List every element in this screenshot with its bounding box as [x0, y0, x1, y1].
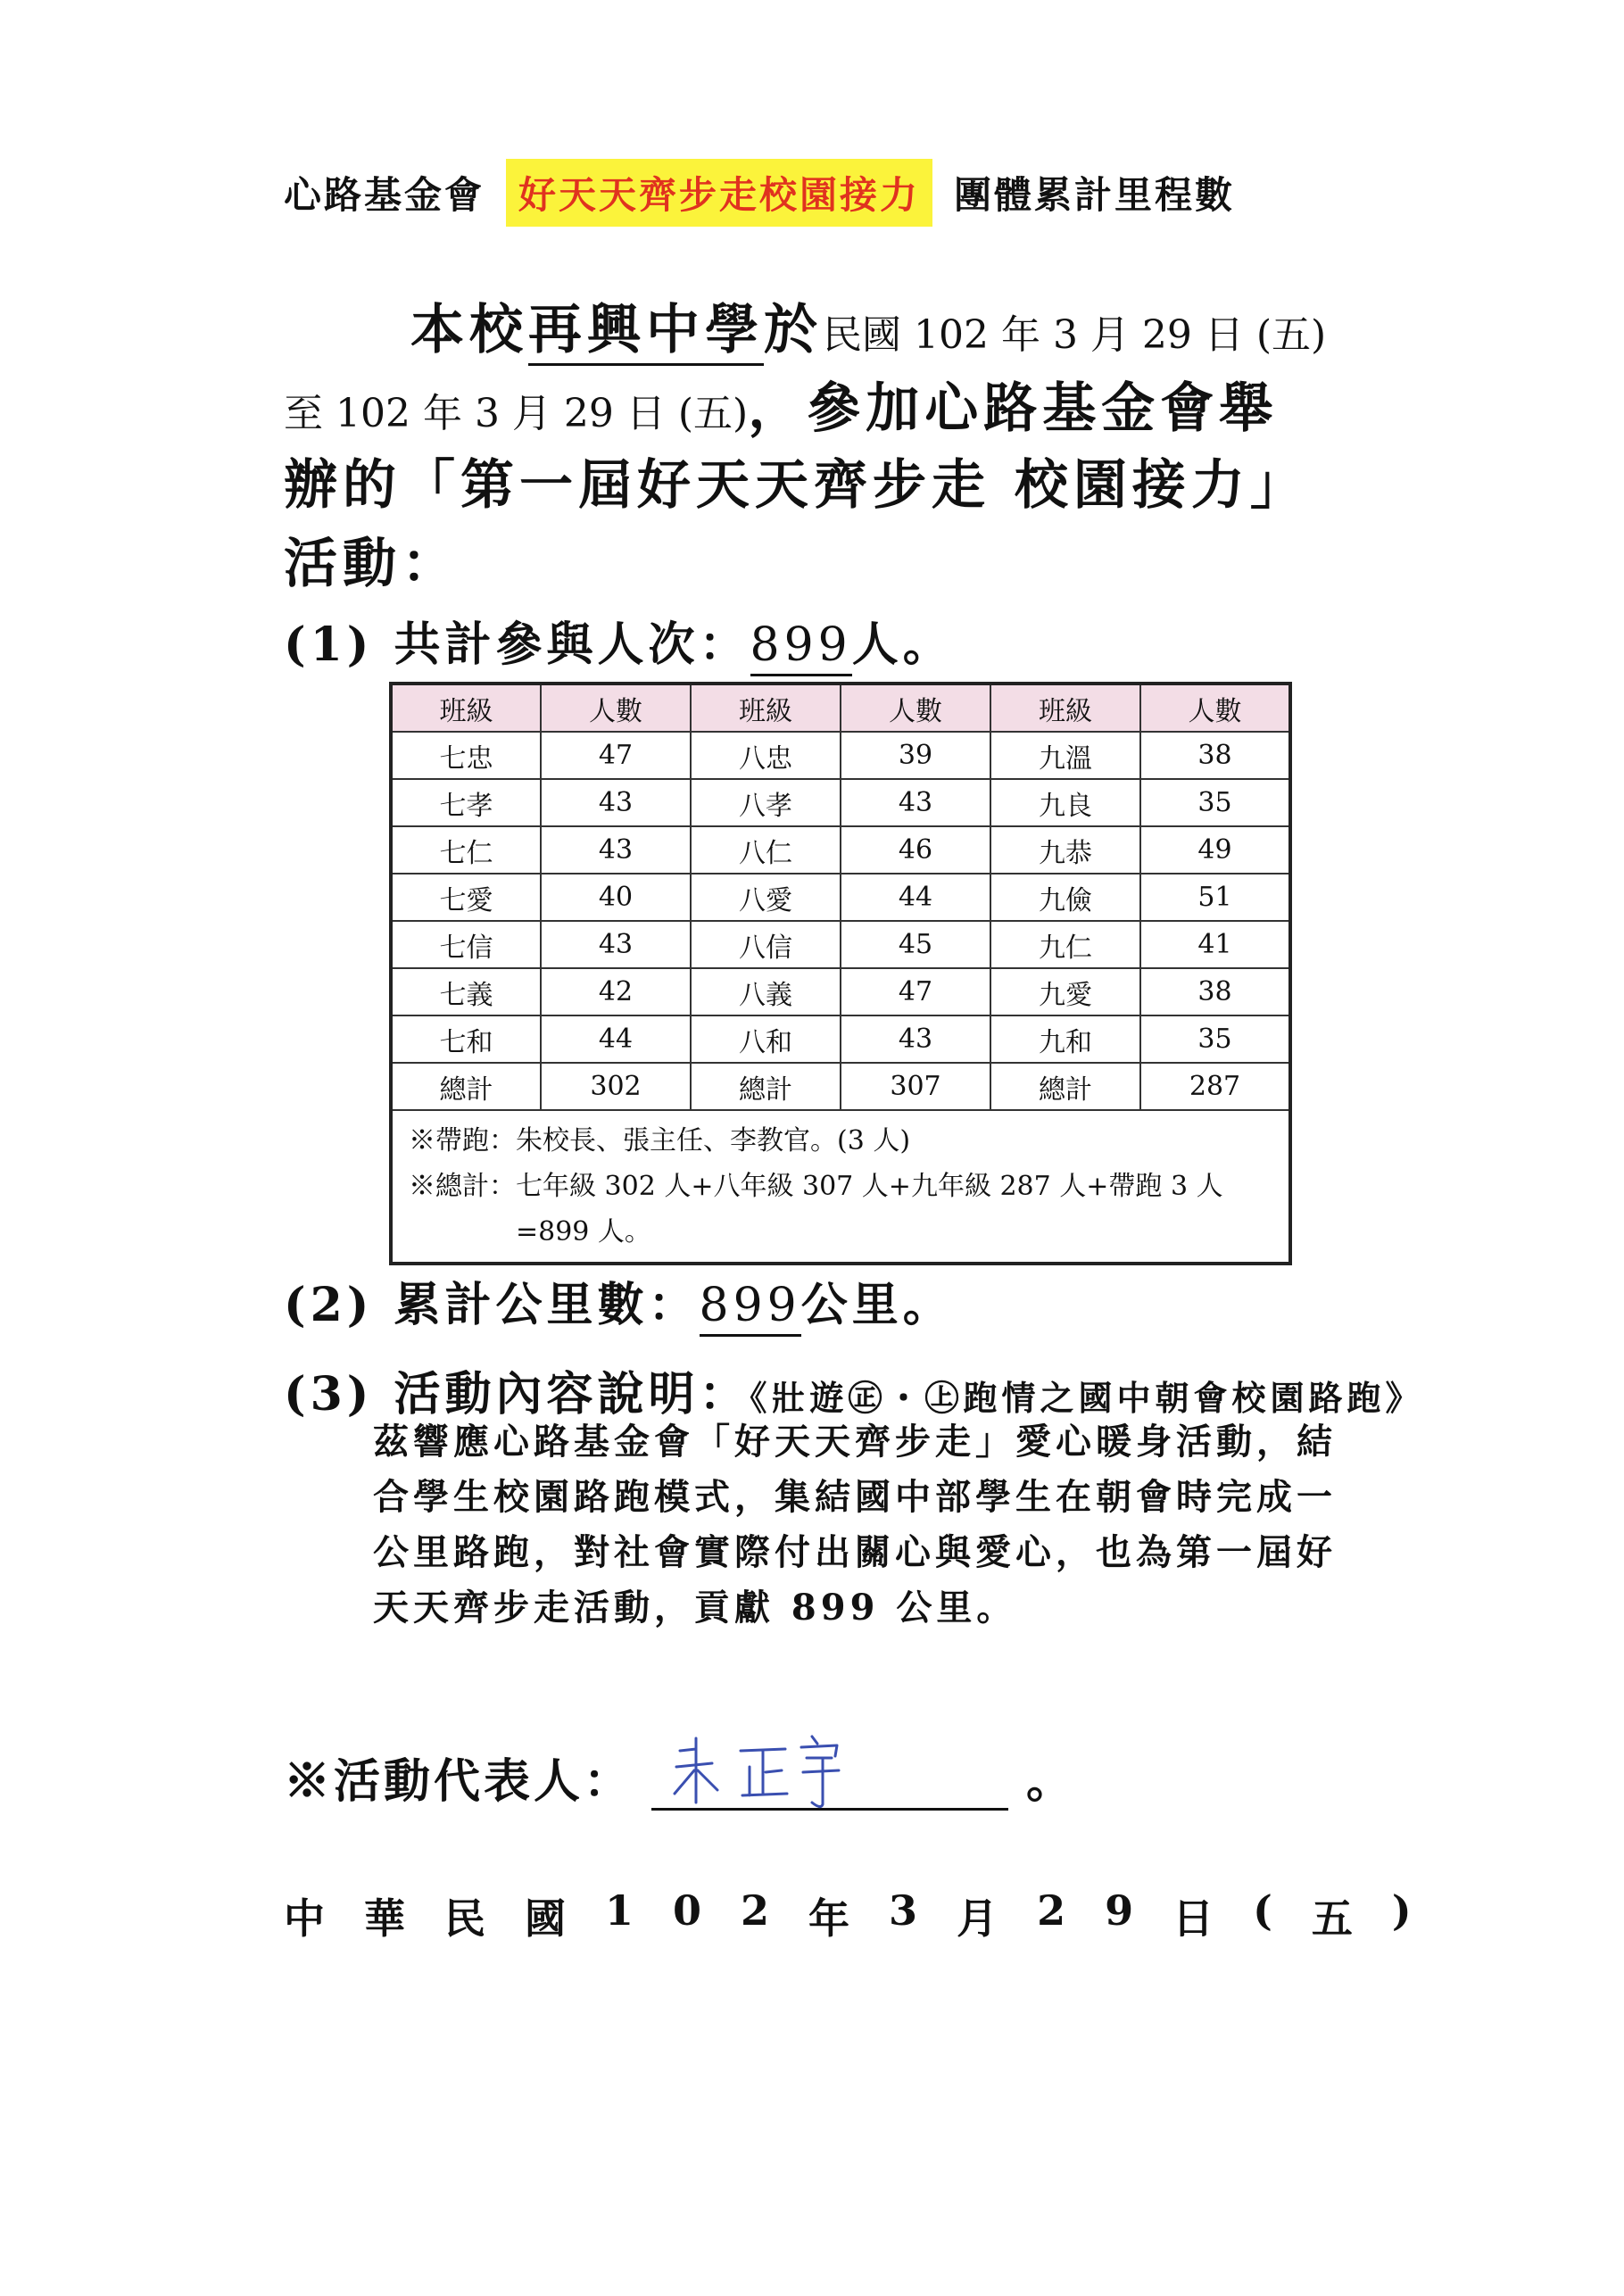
- participant-count-label: (1) 共計參與人次：: [284, 618, 750, 672]
- date-char: 2: [1037, 1886, 1066, 1935]
- intro-line-1: [410, 287, 1326, 364]
- count-cell: 302: [541, 1063, 691, 1110]
- count-cell: 41: [1140, 921, 1290, 968]
- total-kilometers-unit: 公里。: [800, 1278, 954, 1332]
- handwritten-signature: [660, 1731, 866, 1811]
- date-char: 月: [957, 1894, 998, 1943]
- activity-title: 《壯遊㊣・㊤跑情之國中朝會校園路跑》: [750, 1378, 1424, 1418]
- table-row: [391, 732, 1290, 779]
- description-line: 合學生校園路跑模式，集結國中部學生在朝會時完成一: [373, 1476, 1337, 1518]
- class-name-cell: 總計: [391, 1063, 541, 1110]
- count-cell: 43: [841, 779, 990, 826]
- date-to: 至 102 年 3 月 29 日 (五): [284, 391, 749, 436]
- class-name-cell: 七孝: [391, 779, 541, 826]
- class-name-cell: 八仁: [691, 826, 841, 874]
- header-cell: 人數: [1140, 684, 1290, 732]
- representative-end: 。: [1026, 1754, 1077, 1809]
- intro-line-4: 活動：: [284, 533, 460, 595]
- date-char: 國: [525, 1894, 566, 1943]
- document-header: [284, 153, 1235, 232]
- class-name-cell: 七信: [391, 921, 541, 968]
- intro-line-3: 辦的「第一屆好天天齊步走 校園接力」: [284, 454, 1309, 517]
- table-row: [391, 921, 1290, 968]
- table-row: [391, 1063, 1290, 1110]
- class-name-cell: 八和: [691, 1015, 841, 1063]
- participant-count-unit: 人。: [851, 618, 954, 672]
- class-name-cell: 八愛: [691, 874, 841, 921]
- note-escorts: ※帶跑：朱校長、張主任、李教官。(3 人): [409, 1125, 911, 1156]
- class-name-cell: 九和: [990, 1015, 1140, 1063]
- class-name-cell: 七和: [391, 1015, 541, 1063]
- header-cell: 人數: [841, 684, 990, 732]
- date-char: 年: [808, 1894, 850, 1943]
- count-cell: 38: [1140, 968, 1290, 1015]
- class-name-cell: 七仁: [391, 826, 541, 874]
- count-cell: 45: [841, 921, 990, 968]
- document-date: [284, 1886, 1451, 1945]
- school-suffix: 於: [764, 299, 823, 361]
- header-prefix: 心路基金會: [284, 173, 485, 217]
- class-name-cell: 八孝: [691, 779, 841, 826]
- table-row: [391, 779, 1290, 826]
- date-char: 日: [1172, 1894, 1214, 1943]
- activity-description-label: (3) 活動內容說明：: [284, 1367, 750, 1422]
- date-from: 民國 102 年 3 月 29 日 (五): [823, 312, 1327, 358]
- count-cell: 35: [1140, 779, 1290, 826]
- class-name-cell: 九恭: [990, 826, 1140, 874]
- count-cell: 49: [1140, 826, 1290, 874]
- note-total-result: =899 人。: [516, 1216, 651, 1247]
- class-name-cell: 八義: [691, 968, 841, 1015]
- total-kilometers: [284, 1267, 954, 1334]
- date-char: 2: [741, 1886, 770, 1935]
- school-prefix: 本校: [410, 299, 528, 361]
- intro-line-2: [284, 366, 1278, 443]
- description-line: 公里路跑，對社會實際付出關心與愛心，也為第一屆好: [373, 1531, 1337, 1573]
- date-char: 3: [889, 1886, 918, 1935]
- table-row: [391, 968, 1290, 1015]
- intro-line-2-rest: ，參加心路基金會舉: [748, 377, 1279, 440]
- count-cell: 40: [541, 874, 691, 921]
- class-name-cell: 八忠: [691, 732, 841, 779]
- count-cell: 307: [841, 1063, 990, 1110]
- table-body: [391, 732, 1290, 1110]
- description-line: 茲響應心路基金會「好天天齊步走」愛心暖身活動，結: [373, 1421, 1337, 1463]
- date-char: ): [1391, 1886, 1412, 1935]
- table-note-row: [391, 1110, 1290, 1264]
- class-name-cell: 七義: [391, 968, 541, 1015]
- signature-line: [651, 1731, 1008, 1811]
- participant-count: [284, 607, 954, 674]
- class-name-cell: 九溫: [990, 732, 1140, 779]
- date-char: 五: [1311, 1894, 1353, 1943]
- description-line: 天天齊步走活動，貢獻 899 公里。: [373, 1587, 1017, 1629]
- class-name-cell: 九良: [990, 779, 1140, 826]
- count-cell: 42: [541, 968, 691, 1015]
- date-char: 1: [605, 1886, 634, 1935]
- header-cell: 人數: [541, 684, 691, 732]
- class-name-cell: 八信: [691, 921, 841, 968]
- representative-label: ※活動代表人：: [284, 1754, 634, 1809]
- class-name-cell: 九仁: [990, 921, 1140, 968]
- date-char: 中: [284, 1894, 325, 1943]
- table-row: [391, 826, 1290, 874]
- header-cell: 班級: [391, 684, 541, 732]
- count-cell: 39: [841, 732, 990, 779]
- header-cell: 班級: [990, 684, 1140, 732]
- class-name-cell: 總計: [691, 1063, 841, 1110]
- count-cell: 43: [841, 1015, 990, 1063]
- date-char: 華: [364, 1894, 405, 1943]
- class-name-cell: 七忠: [391, 732, 541, 779]
- total-kilometers-value: 899: [700, 1279, 801, 1337]
- header-suffix: 團體累計里程數: [954, 173, 1236, 217]
- count-cell: 287: [1140, 1063, 1290, 1110]
- count-cell: 43: [541, 779, 691, 826]
- count-cell: 43: [541, 826, 691, 874]
- total-kilometers-label: (2) 累計公里數：: [284, 1278, 700, 1332]
- count-cell: 46: [841, 826, 990, 874]
- date-char: 0: [673, 1886, 702, 1935]
- count-cell: 47: [541, 732, 691, 779]
- count-cell: 38: [1140, 732, 1290, 779]
- date-char: 民: [444, 1894, 485, 1943]
- count-cell: 35: [1140, 1015, 1290, 1063]
- participant-count-value: 899: [750, 618, 852, 676]
- table-notes: [391, 1110, 1290, 1264]
- school-name: 再興中學: [528, 299, 764, 366]
- note-total: ※總計：七年級 302 人+八年級 307 人+九年級 287 人+帶跑 3 人: [409, 1171, 1223, 1202]
- class-name-cell: 九愛: [990, 968, 1140, 1015]
- count-cell: 43: [541, 921, 691, 968]
- table-header-row: [391, 684, 1290, 732]
- class-name-cell: 七愛: [391, 874, 541, 921]
- class-participants-table: [389, 682, 1292, 1265]
- count-cell: 47: [841, 968, 990, 1015]
- count-cell: 44: [841, 874, 990, 921]
- date-char: 9: [1105, 1886, 1134, 1935]
- table-row: [391, 1015, 1290, 1063]
- table-row: [391, 874, 1290, 921]
- count-cell: 51: [1140, 874, 1290, 921]
- date-char: (: [1253, 1886, 1272, 1935]
- header-highlight: 好天天齊步走校園接力: [506, 159, 932, 227]
- count-cell: 44: [541, 1015, 691, 1063]
- header-cell: 班級: [691, 684, 841, 732]
- representative-row: [284, 1731, 1076, 1811]
- class-name-cell: 總計: [990, 1063, 1140, 1110]
- class-name-cell: 九儉: [990, 874, 1140, 921]
